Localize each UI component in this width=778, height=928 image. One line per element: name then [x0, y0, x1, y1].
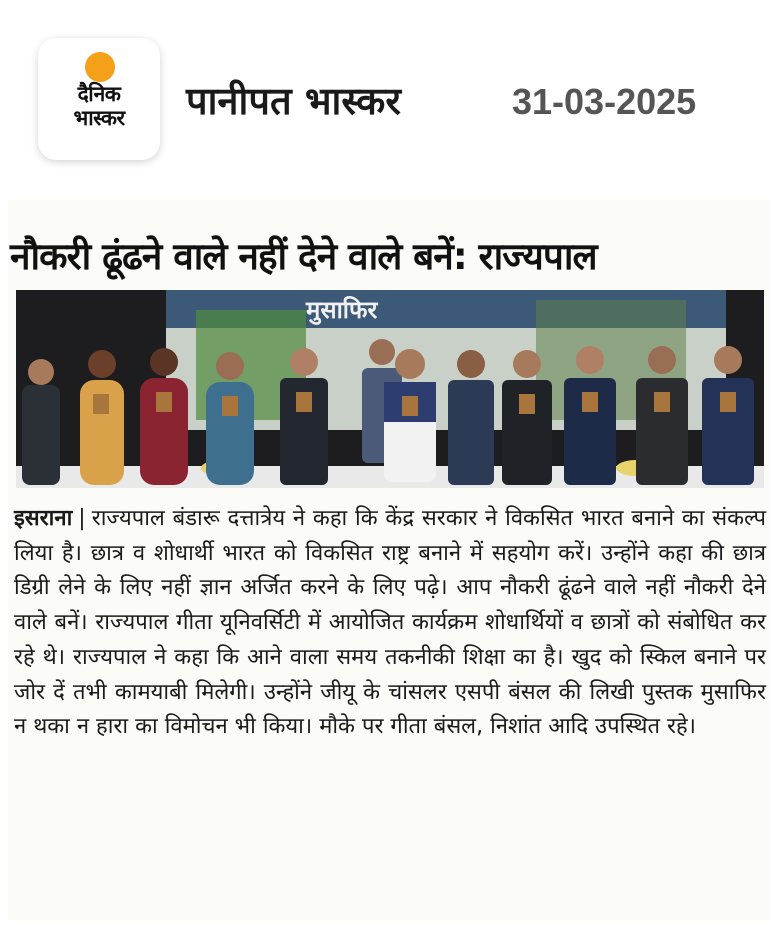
logo-text-line1: दैनिक	[77, 82, 121, 106]
dateline-separator: |	[78, 506, 86, 531]
logo-text-line2: भास्कर	[73, 106, 125, 130]
dainik-bhaskar-logo	[38, 38, 160, 160]
article-text: राज्यपाल बंडारू दत्तात्रेय ने कहा कि केंद्र सरकार ने विकसित भारत बनाने का संकल्प लिया है। छात्र व शोधार्थी भारत को विकसित राष्ट्र बनाने में सहयोग करें। उन्होंने कहा की छात्र डिग्री लेने के लिए नहीं ज्ञान अर्जित करने के लिए पढ़े। आप नौकरी ढूंढने वाले नहीं नौकरी देने वाले बनें। राज्यपाल गीता यूनिवर्सिटी में आयोजित कार्यक्रम शोधार्थियों व छात्रों को संबोधित कर रहे थे। राज्यपाल ने कहा कि आने वाला समय तकनीकी शिक्षा का है। खुद को स्किल बनाने पर जोर दें तभी कामयाबी मिलेगी। उन्होंने जीयू के चांसलर एसपी बंसल की लिखी पुस्तक मुसाफिर न थका न हारा का विमोचन भी किया। मौके पर गीता बंसल, निशांत आदि उपस्थित रहे।	[14, 506, 766, 740]
edition-date: 31-03-2025	[512, 81, 697, 122]
article-body	[14, 502, 766, 745]
page-header	[0, 0, 778, 170]
article-headline: नौकरी ढूंढने वाले नहीं देने वाले बनें: राज्यपाल	[10, 235, 597, 278]
banner-title: मुसाफिर	[306, 296, 378, 324]
edition-title: पानीपत भास्कर	[186, 79, 401, 123]
event-photo-illustration	[16, 290, 764, 488]
event-photo	[16, 290, 764, 488]
article-dateline: इसराना	[14, 506, 73, 531]
sun-icon	[85, 52, 115, 82]
